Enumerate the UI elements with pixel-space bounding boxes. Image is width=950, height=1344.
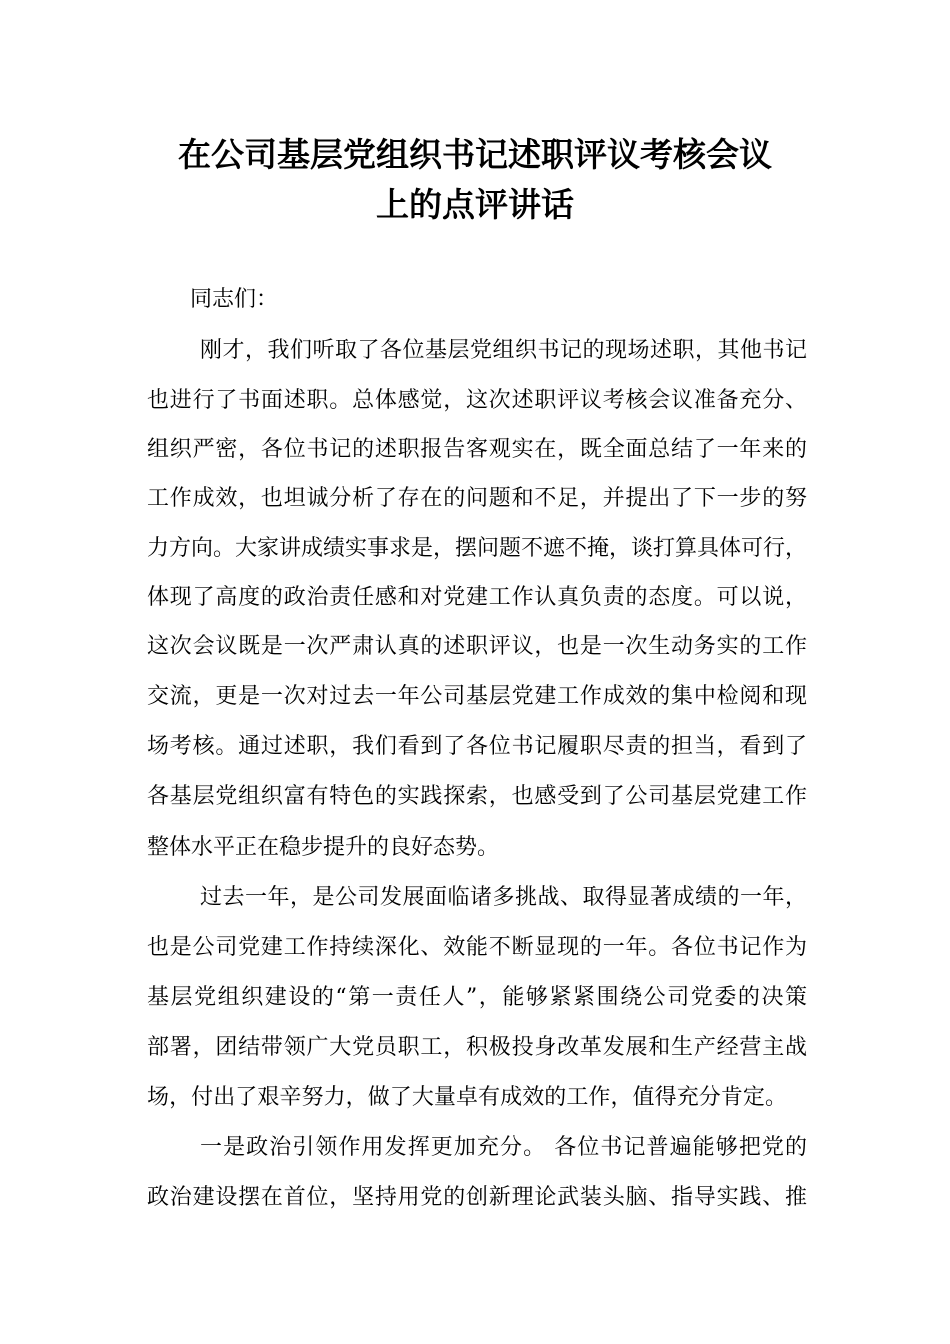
body-line: 也是公司党建工作持续深化、效能不断显现的一年。各位书记作为 xyxy=(147,935,807,960)
document-title-line-2: 上的点评讲话 xyxy=(376,185,574,224)
body-line: 也进行了书面述职。总体感觉，这次述职评议考核会议准备充分、 xyxy=(147,388,807,413)
body-line: 各基层党组织富有特色的实践探索，也感受到了公司基层党建工作 xyxy=(147,784,807,809)
body-line: 政治建设摆在首位，坚持用党的创新理论武装头脑、指导实践、推 xyxy=(147,1185,807,1210)
body-line: 力方向。大家讲成绩实事求是，摆问题不遮不掩，谈打算具体可行， xyxy=(147,536,808,561)
document-title-line-1: 在公司基层党组织书记述职评议考核会议 xyxy=(178,135,772,174)
body-line: 交流，更是一次对过去一年公司基层党建工作成效的集中检阅和现 xyxy=(147,684,807,709)
body-line: 工作成效，也坦诚分析了存在的问题和不足，并提出了下一步的努 xyxy=(147,486,807,511)
body-line: 场考核。通过述职，我们看到了各位书记履职尽责的担当，看到了 xyxy=(147,734,807,759)
body-line: 过去一年，是公司发展面临诸多挑战、取得显著成绩的一年， xyxy=(200,885,807,910)
body-line: 体现了高度的政治责任感和对党建工作认真负责的态度。可以说， xyxy=(147,585,807,610)
body-line: 组织严密，各位书记的述职报告客观实在，既全面总结了一年来的 xyxy=(147,437,807,462)
body-line: 整体水平正在稳步提升的良好态势。 xyxy=(147,835,500,860)
body-line: 刚才，我们听取了各位基层党组织书记的现场述职，其他书记 xyxy=(200,338,807,363)
body-line: 场，付出了艰辛努力，做了大量卓有成效的工作，值得充分肯定。 xyxy=(147,1085,787,1110)
salutation: 同志们： xyxy=(190,287,279,312)
body-line: 一是政治引领作用发挥更加充分。 各位书记普遍能够把党的 xyxy=(200,1135,807,1160)
body-line: 部署，团结带领广大党员职工，积极投身改革发展和生产经营主战 xyxy=(147,1035,807,1060)
body-line: 这次会议既是一次严肃认真的述职评议，也是一次生动务实的工作 xyxy=(147,634,807,659)
body-line: 基层党组织建设的“第一责任人”，能够紧紧围绕公司党委的决策 xyxy=(147,985,807,1010)
